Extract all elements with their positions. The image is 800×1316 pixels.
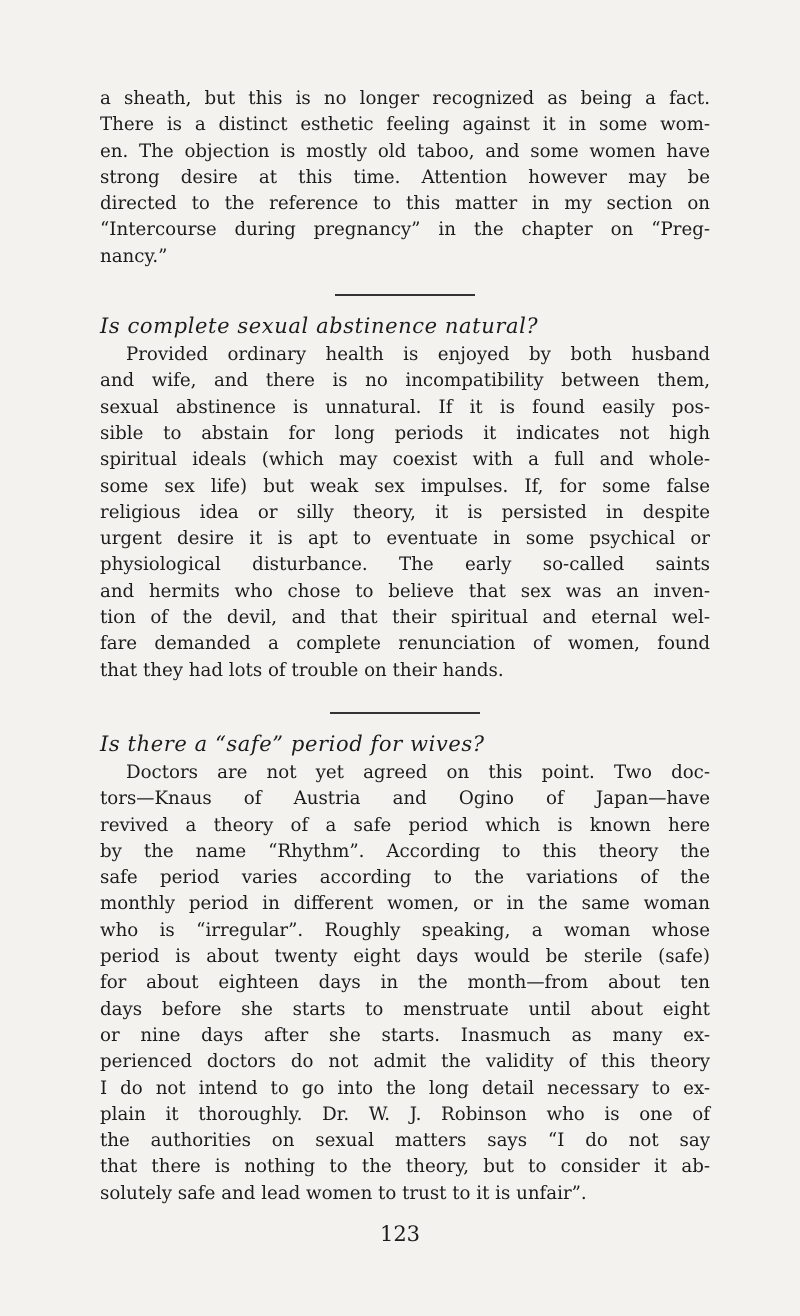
text-line: strong desire at this time. Attention however may be <box>100 166 710 188</box>
text-line: solutely safe and lead women to trust to it is unfair”. <box>100 1182 587 1204</box>
text-line: the authorities on sexual matters says “I do not say <box>100 1130 710 1152</box>
text-line: spiritual ideals (which may coexist with a full and whole- <box>100 449 710 471</box>
text-line: tion of the devil, and that their spiritual and eternal wel- <box>100 607 710 629</box>
text-line: safe period varies according to the variations of the <box>100 867 710 889</box>
section-heading-abstinence: Is complete sexual abstinence natural? <box>100 314 539 339</box>
text-line: that they had lots of trouble on their hands. <box>100 659 504 681</box>
paragraph-1 <box>100 86 710 270</box>
text-line: Doctors are not yet agreed on this point. Two doc- <box>126 761 710 783</box>
section-heading-safe-period: Is there a “safe” period for wives? <box>100 731 485 756</box>
text-line: Provided ordinary health is enjoyed by both husband <box>126 344 710 366</box>
text-line: There is a distinct esthetic feeling against it in some wom- <box>100 114 710 136</box>
text-line: and wife, and there is no incompatibility between them, <box>100 370 710 392</box>
text-line: that there is nothing to the theory, but to consider it ab- <box>100 1156 710 1178</box>
text-line: monthly period in different women, or in the same woman <box>100 893 710 915</box>
text-line: and hermits who chose to believe that sex was an inven- <box>100 580 710 602</box>
paragraph-2 <box>100 342 710 684</box>
text-line: en. The objection is mostly old taboo, and some women have <box>100 140 710 162</box>
text-line: urgent desire it is apt to eventuate in some psychical or <box>100 528 710 550</box>
text-line: some sex life) but weak sex impulses. If, for some false <box>100 475 710 497</box>
book-page <box>100 86 710 1207</box>
text-line: fare demanded a complete renunciation of women, found <box>100 633 710 655</box>
text-line: tors—Knaus of Austria and Ogino of Japan—have <box>100 788 710 810</box>
text-line: plain it thoroughly. Dr. W. J. Robinson who is one of <box>100 1103 710 1125</box>
text-line: days before she starts to menstruate until about eight <box>100 998 710 1020</box>
text-line: sexual abstinence is unnatural. If it is found easily pos- <box>100 396 710 418</box>
text-line: for about eighteen days in the month—from about ten <box>100 972 710 994</box>
text-line: period is about twenty eight days would be sterile (safe) <box>100 946 710 968</box>
text-line: I do not intend to go into the long detail necessary to ex- <box>100 1077 710 1099</box>
text-line: nancy.” <box>100 245 168 267</box>
text-line: directed to the reference to this matter in my section on <box>100 193 710 215</box>
text-line: by the name “Rhythm”. According to this theory the <box>100 840 710 862</box>
text-line: or nine days after she starts. Inasmuch as many ex- <box>100 1024 710 1046</box>
text-line: perienced doctors do not admit the validity of this theory <box>100 1051 710 1073</box>
page-number: 123 <box>379 1222 421 1246</box>
paragraph-3 <box>100 760 710 1207</box>
text-line: who is “irregular”. Roughly speaking, a woman whose <box>100 919 710 941</box>
text-line: sible to abstain for long periods it indicates not high <box>100 422 710 444</box>
text-line: religious idea or silly theory, it is persisted in despite <box>100 501 710 523</box>
text-line: revived a theory of a safe period which is known here <box>100 814 710 836</box>
section-divider <box>330 712 480 714</box>
section-divider <box>335 294 475 296</box>
text-line: physiological disturbance. The early so-called saints <box>100 554 710 576</box>
text-line: a sheath, but this is no longer recognized as being a fact. <box>100 88 710 109</box>
text-line: “Intercourse during pregnancy” in the chapter on “Preg- <box>100 219 710 241</box>
